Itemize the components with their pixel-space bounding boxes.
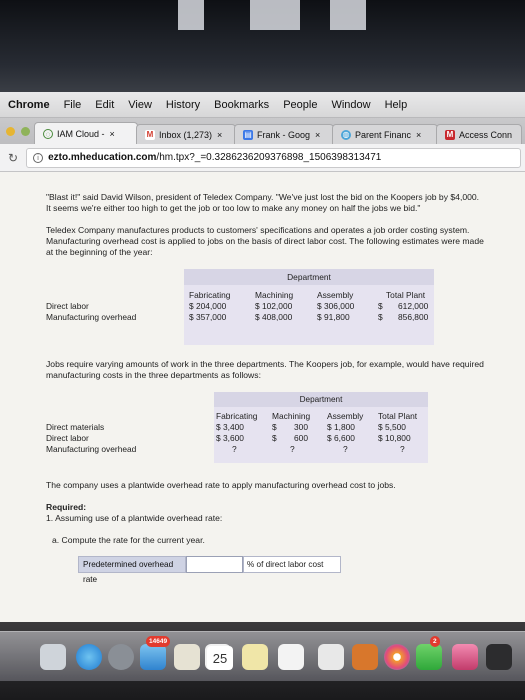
table-cell: $ 3,400 — [216, 422, 244, 432]
dock — [0, 631, 525, 681]
menu-window[interactable]: Window — [331, 98, 371, 111]
mail-badge: 14649 — [146, 636, 170, 647]
glare — [178, 0, 204, 30]
table-cell: 856,800 — [398, 312, 429, 322]
mcgraw-icon: M — [446, 129, 454, 139]
tab-parent-financial[interactable] — [332, 124, 438, 144]
problem-description: Teledex Company manufactures products to customers' specifications and operates a job order costing system. Manufacturing overhead cost is applied to jobs on the basis of direct labor cost. The following estimates were made at the beginning of the year: — [46, 225, 484, 257]
answer-unit: % of direct labor cost — [243, 556, 341, 573]
messages-icon[interactable] — [416, 644, 442, 670]
row-label: Direct labor — [46, 433, 89, 443]
address-bar — [0, 144, 525, 172]
zoom-button[interactable] — [21, 127, 30, 136]
table-cell: ? — [232, 444, 237, 454]
estimates-table — [46, 269, 434, 345]
table-cell: $ — [272, 433, 277, 443]
notes-icon[interactable] — [242, 644, 268, 670]
close-tab-icon[interactable]: × — [416, 129, 422, 140]
close-tab-icon[interactable]: × — [109, 128, 115, 139]
url-host: ezto.mheducation.com — [48, 152, 157, 163]
required-heading: Required: — [46, 502, 87, 512]
tab-label: Inbox (1,273) — [159, 129, 213, 140]
table-cell: $ 408,000 — [255, 312, 293, 322]
column-header: Fabricating — [189, 290, 231, 300]
row-label: Direct materials — [46, 422, 105, 432]
menu-file[interactable]: File — [63, 98, 82, 111]
answer-row — [78, 556, 485, 584]
reload-icon[interactable]: ↻ — [8, 150, 19, 165]
finder-icon[interactable] — [40, 644, 66, 670]
menu-app-name[interactable]: Chrome — [8, 98, 50, 111]
plantwide-note: The company uses a plantwide overhead rate to apply manufacturing overhead cost to jobs. — [46, 480, 396, 490]
menu-history[interactable]: History — [165, 98, 201, 111]
table-cell: $ 3,600 — [216, 433, 244, 443]
gmail-icon: M — [146, 129, 154, 139]
row-label: Manufacturing overhead — [46, 444, 137, 454]
table-cell: ? — [343, 444, 348, 454]
mail-icon[interactable] — [140, 644, 166, 670]
table-cell: $ 91,800 — [317, 312, 350, 322]
table-cell: 600 — [294, 433, 308, 443]
menu-bookmarks[interactable]: Bookmarks — [214, 98, 270, 111]
close-tab-icon[interactable]: × — [315, 129, 321, 140]
table-cell: $ 306,000 — [317, 301, 355, 311]
close-tab-icon[interactable]: × — [217, 129, 223, 140]
koopers-table — [46, 392, 428, 466]
rocket-icon[interactable] — [108, 644, 134, 670]
minimize-button[interactable] — [6, 127, 15, 136]
table-cell: $ — [272, 422, 277, 432]
table-header: Department — [184, 269, 434, 285]
glare — [250, 0, 300, 30]
table-cell: ? — [290, 444, 295, 454]
table-cell: $ 102,000 — [255, 301, 293, 311]
column-header: Fabricating — [216, 411, 258, 421]
calendar-day: 25 — [207, 646, 233, 670]
tab-label: IAM Cloud - — [57, 128, 105, 139]
menu-view[interactable]: View — [128, 98, 152, 111]
requirement-1: 1. Assuming use of a plantwide overhead rate: — [46, 513, 223, 523]
tab-label: Access Conn — [459, 129, 513, 140]
table-cell: $ 6,600 — [327, 433, 355, 443]
table-cell: $ — [378, 312, 383, 322]
column-header: Machining — [255, 290, 294, 300]
problem-intro: "Blast it!" said David Wilson, president of Teledex Company. "We've just lost the bid on the Koopers job by $4,000. It seems we're either too high to get the job or too low to make any money on half the jobs we bid." — [46, 192, 480, 213]
table-cell: $ 357,000 — [189, 312, 227, 322]
row-label: Manufacturing overhead — [46, 312, 137, 322]
messages-badge: 2 — [430, 636, 440, 647]
page-content — [0, 172, 525, 622]
cloud-icon: ◌ — [43, 129, 53, 139]
row-label: Direct labor — [46, 301, 89, 311]
info-icon[interactable]: i — [33, 153, 43, 163]
browser-tab-strip — [0, 118, 525, 144]
table-cell: $ 204,000 — [189, 301, 227, 311]
column-header: Total Plant — [386, 290, 426, 300]
menu-help[interactable]: Help — [384, 98, 408, 111]
reminders-icon[interactable] — [278, 644, 304, 670]
safari-icon[interactable] — [76, 644, 102, 670]
column-header: Assembly — [327, 411, 364, 421]
globe-icon: ◍ — [342, 129, 350, 139]
glare — [330, 0, 366, 30]
url-input[interactable] — [26, 148, 521, 168]
column-header: Total Plant — [378, 411, 418, 421]
tab-label: Frank - Goog — [257, 129, 311, 140]
table-cell: ? — [400, 444, 405, 454]
tab-frank-google[interactable] — [234, 124, 334, 144]
photo-booth-icon[interactable] — [452, 644, 478, 670]
photos-icon[interactable] — [384, 644, 410, 670]
monitor-bezel — [0, 0, 525, 92]
table-cell: $ 10,800 — [378, 433, 411, 443]
overhead-rate-input[interactable] — [186, 556, 243, 573]
table-cell: $ — [378, 301, 383, 311]
column-header: Machining — [272, 411, 311, 421]
docs-icon: ▤ — [244, 129, 252, 139]
table-header: Department — [214, 392, 428, 407]
answer-label: Predetermined overhead rate — [78, 556, 186, 573]
menu-edit[interactable]: Edit — [95, 98, 115, 111]
table-cell: 300 — [294, 422, 308, 432]
tab-iam-cloud[interactable] — [34, 122, 138, 144]
column-header: Assembly — [317, 290, 354, 300]
contacts-icon[interactable] — [174, 644, 200, 670]
table-cell: $ 1,800 — [327, 422, 355, 432]
tab-inbox[interactable] — [136, 124, 236, 144]
pages-icon[interactable] — [352, 644, 378, 670]
mac-menu-bar — [0, 92, 525, 118]
facetime-icon[interactable] — [486, 644, 512, 670]
url-path: /hm.tpx?_=0.3286236209376898_1506398313471 — [156, 152, 382, 163]
koopers-description: Jobs require varying amounts of work in the three departments. The Koopers job, for example, would have required manufacturing costs in the three departments as follows: — [46, 359, 484, 380]
menu-people[interactable]: People — [283, 98, 318, 111]
tab-access-connect[interactable] — [436, 124, 522, 144]
maps-icon[interactable] — [318, 644, 344, 670]
table-cell: $ 5,500 — [378, 422, 406, 432]
table-cell: 612,000 — [398, 301, 429, 311]
tab-label: Parent Financ — [355, 129, 412, 140]
requirement-1a: a. Compute the rate for the current year. — [52, 535, 205, 545]
